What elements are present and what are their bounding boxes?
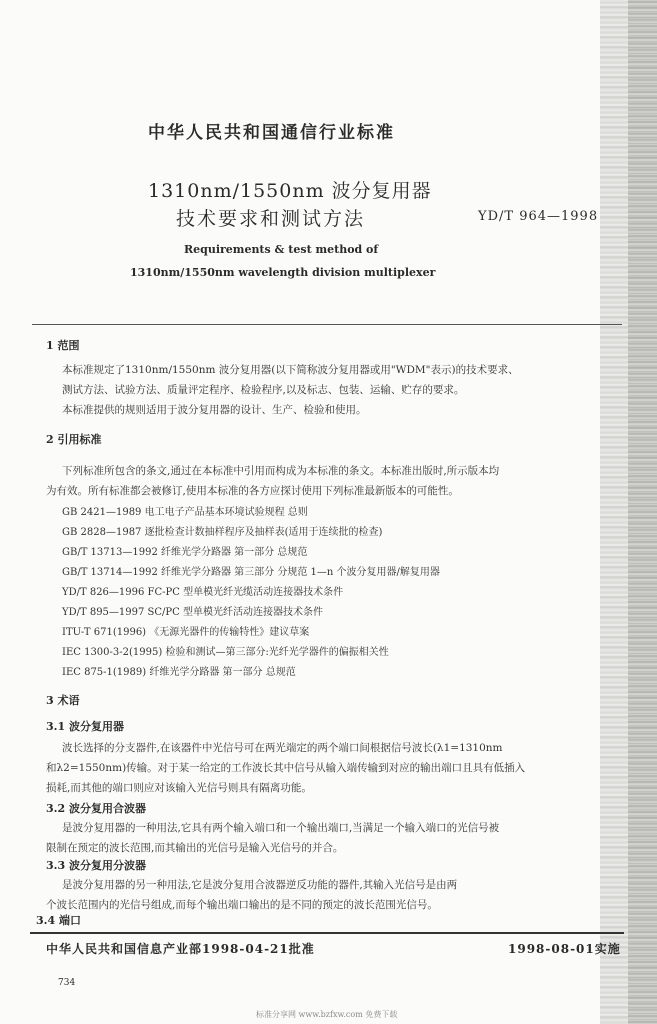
header-divider	[32, 324, 622, 325]
english-title-line1: Requirements & test method of	[184, 243, 379, 256]
reference-item: IEC 1300-3-2(1995) 检验和测试—第三部分:光纤光学器件的偏振相关性	[62, 647, 389, 658]
section-2-paragraph: 下列标准所包含的条文,通过在本标准中引用而构成为本标准的条文。本标准出版时,所示版本均	[62, 465, 500, 477]
scan-edge-shadow	[628, 0, 657, 1024]
section-3-3-heading: 3.3 波分复用分波器	[46, 859, 146, 872]
section-3-2-paragraph: 限制在预定的波长范围,而其输出的光信号是输入光信号的并合。	[46, 842, 344, 854]
page-number: 734	[58, 978, 76, 988]
implementation-text: 1998-08-01实施	[508, 942, 621, 956]
section-3-2-heading: 3.2 波分复用合波器	[46, 802, 146, 815]
section-1-heading: 1 范围	[46, 339, 80, 352]
section-1-paragraph: 本标准规定了1310nm/1550nm 波分复用器(以下简称波分复用器或用"WDM"表示)的技术要求、	[62, 364, 519, 376]
reference-item: GB/T 13714—1992 纤维光学分路器 第三部分 分规范 1—n 个波分复用器/解复用器	[62, 567, 440, 578]
watermark: 标准分享网 www.bzfxw.com 免费下载	[256, 1010, 398, 1019]
section-2-heading: 2 引用标准	[46, 433, 102, 446]
section-3-1-paragraph: 和λ2=1550nm)传输。对于某一给定的工作波长其中信号从输入端传输到对应的输出端口且具有低插入	[46, 762, 526, 774]
section-3-heading: 3 术语	[46, 694, 80, 707]
document-title-line2: 技术要求和测试方法	[176, 208, 366, 230]
standard-code: YD/T 964—1998	[478, 209, 599, 224]
reference-item: GB 2828—1987 逐批检查计数抽样程序及抽样表(适用于连续批的检查)	[62, 527, 383, 538]
section-3-1-heading: 3.1 波分复用器	[46, 720, 124, 733]
section-3-1-paragraph: 波长选择的分支器件,在该器件中光信号可在两光端定的两个端口间根据信号波长(λ1=1310nm	[62, 742, 503, 754]
english-title-line2: 1310nm/1550nm wavelength division multiplexer	[130, 266, 436, 279]
approval-text: 中华人民共和国信息产业部1998-04-21批准	[46, 942, 315, 956]
footer-divider	[30, 932, 624, 934]
section-1-paragraph: 本标准提供的规则适用于波分复用器的设计、生产、检验和使用。	[62, 404, 367, 416]
industry-standard-title: 中华人民共和国通信行业标准	[148, 123, 395, 143]
section-3-3-paragraph: 个波长范围内的光信号组成,而每个输出端口输出的是不同的预定的波长范围光信号。	[46, 899, 438, 911]
reference-item: YD/T 895—1997 SC/PC 型单模光纤活动连接器技术条件	[62, 607, 323, 618]
section-3-2-paragraph: 是波分复用器的一种用法,它具有两个输入端口和一个输出端口,当满足一个输入端口的光信号被	[62, 822, 500, 834]
document-title-line1: 1310nm/1550nm 波分复用器	[148, 180, 432, 202]
reference-item: ITU-T 671(1996) 《无源光器件的传输特性》建议草案	[62, 627, 310, 638]
reference-item: GB 2421—1989 电工电子产品基本环境试验规程 总则	[62, 507, 308, 518]
section-3-1-paragraph: 损耗,而其他的端口则应对该输入光信号则具有隔离功能。	[46, 782, 312, 794]
reference-item: IEC 875-1(1989) 纤维光学分路器 第一部分 总规范	[62, 667, 296, 678]
reference-item: GB/T 13713—1992 纤维光学分路器 第一部分 总规范	[62, 547, 308, 558]
section-2-paragraph: 为有效。所有标准都会被修订,使用本标准的各方应探讨使用下列标准最新版本的可能性。	[46, 485, 459, 497]
section-1-paragraph: 测试方法、试验方法、质量评定程序、检验程序,以及标志、包装、运输、贮存的要求。	[62, 384, 465, 396]
reference-item: YD/T 826—1996 FC-PC 型单模光纤光缆活动连接器技术条件	[62, 587, 344, 598]
section-3-3-paragraph: 是波分复用器的另一种用法,它是波分复用合波器逆反功能的器件,其输入光信号是由两	[62, 879, 458, 891]
section-3-4-heading: 3.4 端口	[36, 914, 81, 927]
